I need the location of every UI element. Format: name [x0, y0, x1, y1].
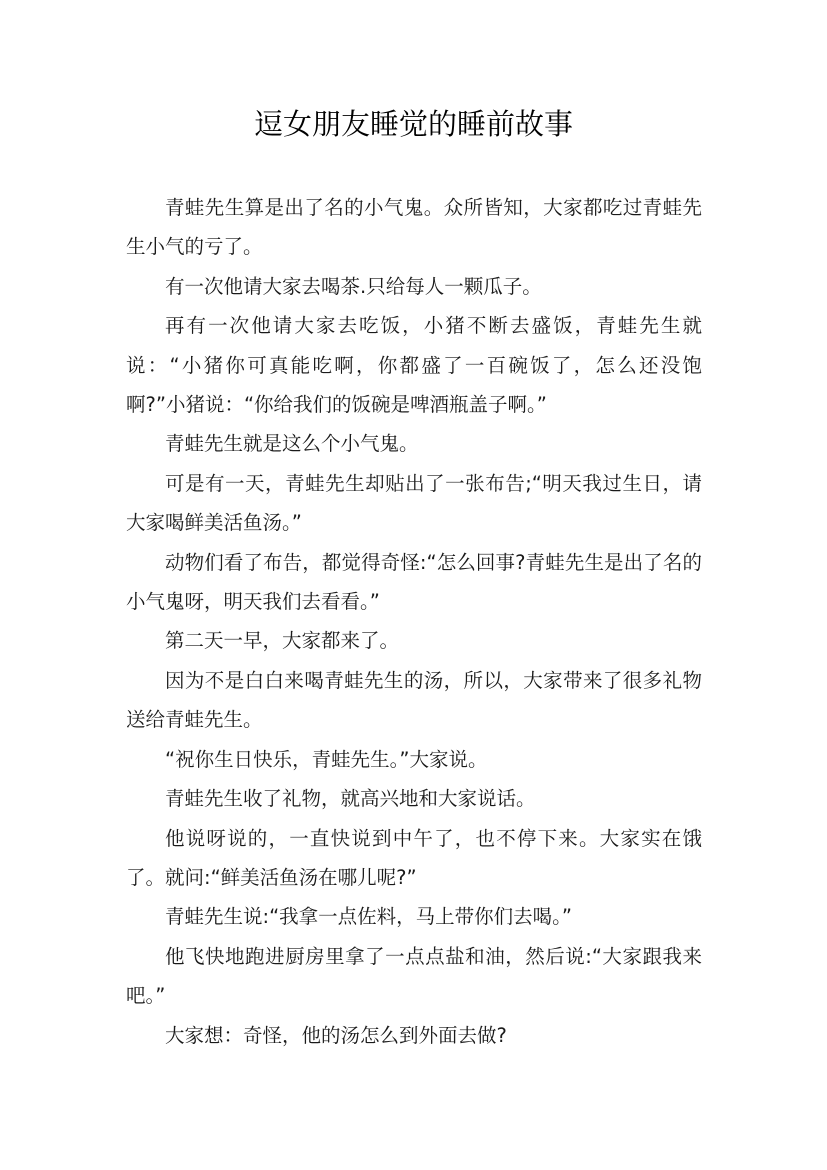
story-body: [126, 188, 702, 1055]
paragraph-9: “祝你生日快乐，青蛙先生。”大家说。: [165, 747, 488, 771]
paragraph-14: 大家想：奇怪，他的汤怎么到外面去做?: [165, 1023, 507, 1047]
paragraph-12: 青蛙先生说:“我拿一点佐料，马上带你们去喝。”: [165, 905, 573, 929]
paragraph-7: 第二天一早，大家都来了。: [165, 629, 400, 653]
paragraph-1: 青蛙先生算是出了名的小气鬼。众所皆知，大家都吃过青蛙先生小气的亏了。: [126, 196, 702, 259]
paragraph-13: 他飞快地跑进厨房里拿了一点点盐和油，然后说:“大家跟我来吧。”: [126, 944, 702, 1008]
paragraph-11: 他说呀说的，一直快说到中午了，也不停下来。大家实在饿了。就问:“鲜美活鱼汤在哪儿呢?”: [126, 826, 702, 889]
paragraph-6: 动物们看了布告，都觉得奇怪:“怎么回事?青蛙先生是出了名的小气鬼呀，明天我们去看看。”: [126, 550, 702, 614]
paragraph-10: 青蛙先生收了礼物，就高兴地和大家说话。: [165, 787, 536, 811]
paragraph-8: 因为不是白白来喝青蛙先生的汤，所以，大家带来了很多礼物送给青蛙先生。: [126, 668, 702, 732]
paragraph-2: 有一次他请大家去喝茶.只给每人一颗瓜子。: [165, 274, 542, 298]
paragraph-4: 青蛙先生就是这么个小气鬼。: [165, 432, 419, 456]
paragraph-5: 可是有一天，青蛙先生却贴出了一张布告;“明天我过生日，请大家喝鲜美活鱼汤。”: [126, 471, 702, 535]
paragraph-3: 再有一次他请大家去吃饭，小猪不断去盛饭，青蛙先生就说：“小猪你可真能吃啊，你都盛了一百碗饭了，怎么还没饱啊?”小猪说：“你给我们的饭碗是啤酒瓶盖子啊。”: [126, 314, 702, 417]
document-title: 逗女朋友睡觉的睡前故事: [253, 107, 573, 141]
